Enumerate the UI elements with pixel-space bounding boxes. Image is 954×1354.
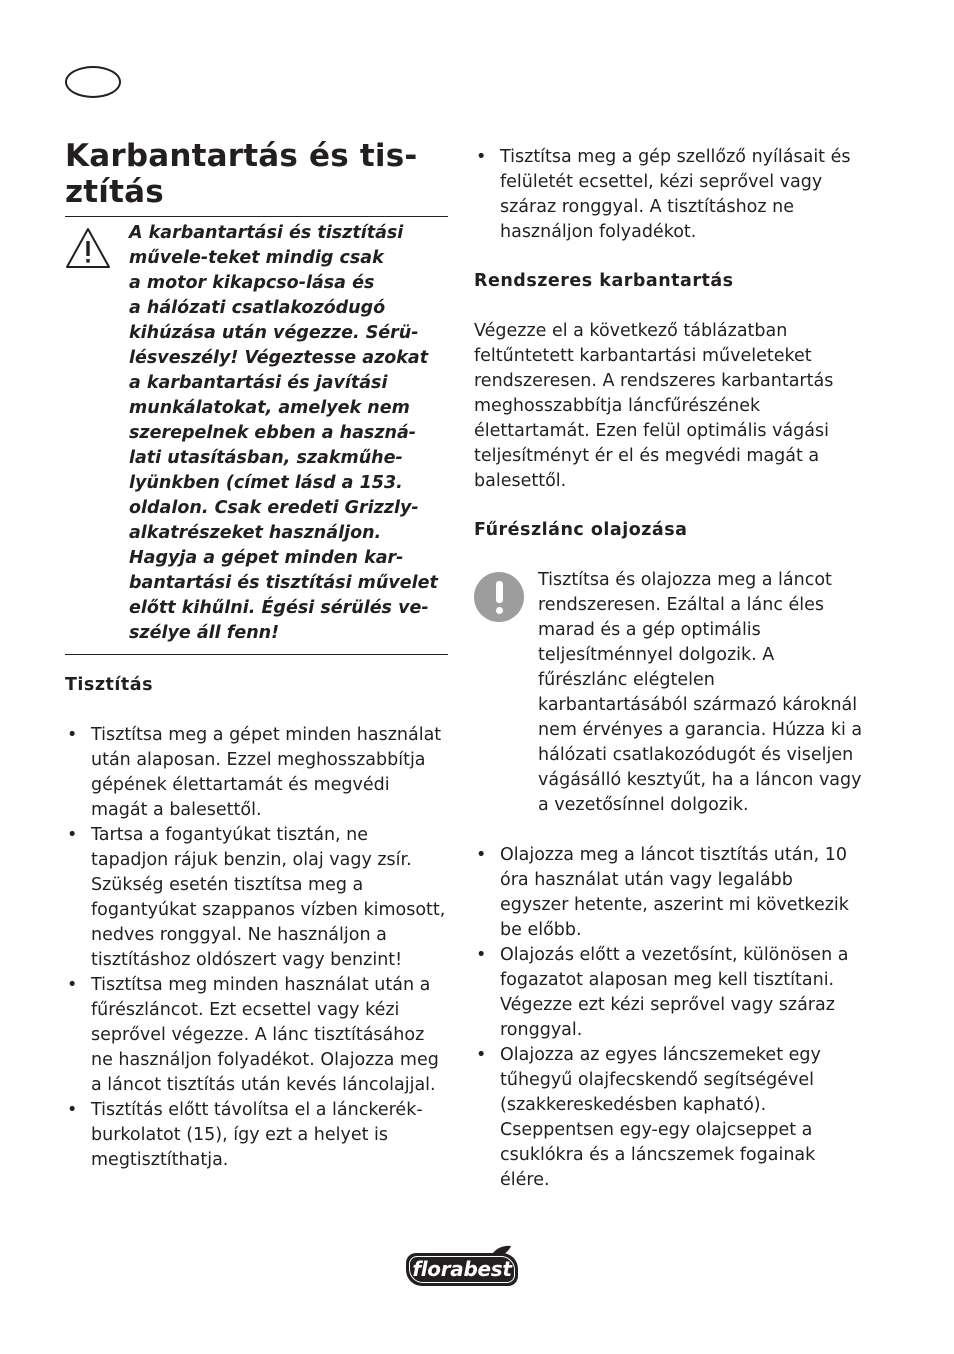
list-item-text: Olajozás előtt a vezetősínt, különösen a fogazatot alaposan meg kell tisztítani. Végezze ezt kézi seprővel vagy száraz ronggyal. bbox=[500, 945, 849, 1040]
list-item bbox=[65, 973, 448, 1098]
bullet-icon: • bbox=[67, 825, 78, 845]
exclamation-circle-icon bbox=[474, 572, 524, 622]
bullet-icon: • bbox=[476, 1045, 487, 1065]
warning-line: szerepelnek ebben a haszná- bbox=[129, 423, 417, 443]
logo-wordmark: florabest bbox=[412, 1257, 512, 1281]
bullet-icon: • bbox=[476, 147, 487, 167]
list-item-text: Tartsa a fogantyúkat tisztán, ne tapadjon rájuk benzin, olaj vagy zsír. Szükség esetén tisztítsa meg a fogantyúkat szappanos vízben kimosott, nedves ronggyal. Ne használjon a tisztításhoz oldószert vagy benzint! bbox=[91, 825, 446, 970]
list-item bbox=[474, 843, 864, 943]
warning-text bbox=[129, 221, 448, 646]
warning-line: lyünkben (címet lásd a 153. bbox=[129, 473, 403, 493]
list-item bbox=[474, 943, 864, 1043]
warning-line: szélye áll fenn! bbox=[129, 623, 280, 643]
cleaning-list bbox=[65, 723, 448, 1173]
bullet-icon: • bbox=[476, 945, 487, 965]
right-column bbox=[474, 145, 864, 1193]
list-item bbox=[65, 723, 448, 823]
warning-line: lati utasításban, szakműhe- bbox=[129, 448, 403, 468]
bullet-icon: • bbox=[67, 975, 78, 995]
warning-line: A karbantartási és tisztítási bbox=[129, 223, 404, 243]
cleaning-list-continued bbox=[474, 145, 864, 245]
warning-line: bantartási és tisztítási művelet bbox=[129, 573, 438, 593]
warning-line: a hálózati csatlakozódugó bbox=[129, 298, 386, 318]
warning-line: művele-teket mindig csak bbox=[129, 248, 384, 268]
page-title bbox=[65, 138, 448, 210]
list-item-text: Olajozza meg a láncot tisztítás után, 10 óra használat után vagy legalább egyszer hetente, aszerint mi következik be előbb. bbox=[500, 845, 849, 940]
warning-line: Hagyja a gépet minden kar- bbox=[129, 548, 404, 568]
page-title-line-2: ztítás bbox=[65, 174, 164, 210]
exclamation-bar bbox=[496, 581, 503, 603]
list-item bbox=[474, 145, 864, 245]
regular-maintenance-text: Végezze el a következő táblázatban feltűntetett karbantartási műveleteket rendszeresen. A rendszeres karbantartás meghosszabbítja láncfűrészének élettartamát. Ezen felül optimális vágási teljesítményt ér el és megvédi magát a balesettől. bbox=[474, 321, 834, 491]
section-heading-chain-oiling: Fűrészlánc olajozása bbox=[474, 520, 688, 540]
warning-line: alkatrészeket használjon. bbox=[129, 523, 382, 543]
oiling-list bbox=[474, 843, 864, 1193]
list-item bbox=[474, 1043, 864, 1193]
warning-triangle-icon bbox=[65, 227, 111, 269]
list-item-text: Tisztítsa meg a gépet minden használat után alaposan. Ezzel meghosszabbítja gépének élettartamát és megvédi magát a balesettől. bbox=[91, 725, 442, 820]
warning-line: a motor kikapcso-lása és bbox=[129, 273, 375, 293]
section-heading-cleaning: Tisztítás bbox=[65, 675, 153, 695]
warning-line: a karbantartási és javítási bbox=[129, 373, 388, 393]
bullet-icon: • bbox=[67, 1100, 78, 1120]
note-box bbox=[474, 568, 864, 818]
warning-line: munkálatokat, amelyek nem bbox=[129, 398, 410, 418]
list-item-text: Tisztítás előtt távolítsa el a lánckerék-burkolatot (15), így ezt a helyet is megtisztíthatja. bbox=[91, 1100, 423, 1170]
warning-line: kihúzása után végezze. Sérü- bbox=[129, 323, 419, 343]
page-title-line-1: Karbantartás és tis- bbox=[65, 138, 418, 174]
exclamation-dot bbox=[496, 607, 503, 614]
bullet-icon: • bbox=[476, 845, 487, 865]
warning-line: előtt kihűlni. Égési sérülés ve- bbox=[129, 598, 429, 618]
bullet-icon: • bbox=[67, 725, 78, 745]
note-text: Tisztítsa és olajozza meg a láncot rendszeresen. Ezáltal a lánc éles marad és a gép optimális teljesítménnyel dolgozik. A fűrészlánc elégtelen karbantartásából származó károknál nem érvényes a garancia. Húzza ki a hálózati csatlakozódugót és viseljen vágásálló kesztyűt, ha a láncon vagy a vezetősínnel dolgozik. bbox=[538, 570, 863, 815]
list-item-text: Tisztítsa meg a gép szellőző nyílásait és felületét ecsettel, kézi seprővel vagy száraz ronggyal. A tisztításhoz ne használjon folyadékot. bbox=[500, 147, 851, 242]
warning-line: oldalon. Csak eredeti Grizzly- bbox=[129, 498, 419, 518]
list-item bbox=[65, 1098, 448, 1173]
language-badge bbox=[65, 66, 121, 98]
florabest-logo bbox=[406, 1244, 520, 1290]
list-item-text: Tisztítsa meg minden használat után a fűrészláncot. Ezt ecsettel vagy kézi seprővel végezze. A lánc tisztításához ne használjon folyadékot. Olajozza meg a láncot tisztítás után kevés láncolajjal. bbox=[91, 975, 439, 1095]
list-item bbox=[65, 823, 448, 973]
warning-box bbox=[65, 216, 448, 655]
list-item-text: Olajozza az egyes láncszemeket egy tűhegyű olajfecskendő segítségével (szakkereskedésben kapható). Cseppentsen egy-egy olajcseppet a csuklókra és a láncszemek fogainak élére. bbox=[500, 1045, 821, 1190]
section-heading-regular-maintenance: Rendszeres karbantartás bbox=[474, 271, 734, 291]
warning-line: lésveszély! Végeztesse azokat bbox=[129, 348, 429, 368]
left-column bbox=[65, 138, 448, 1173]
